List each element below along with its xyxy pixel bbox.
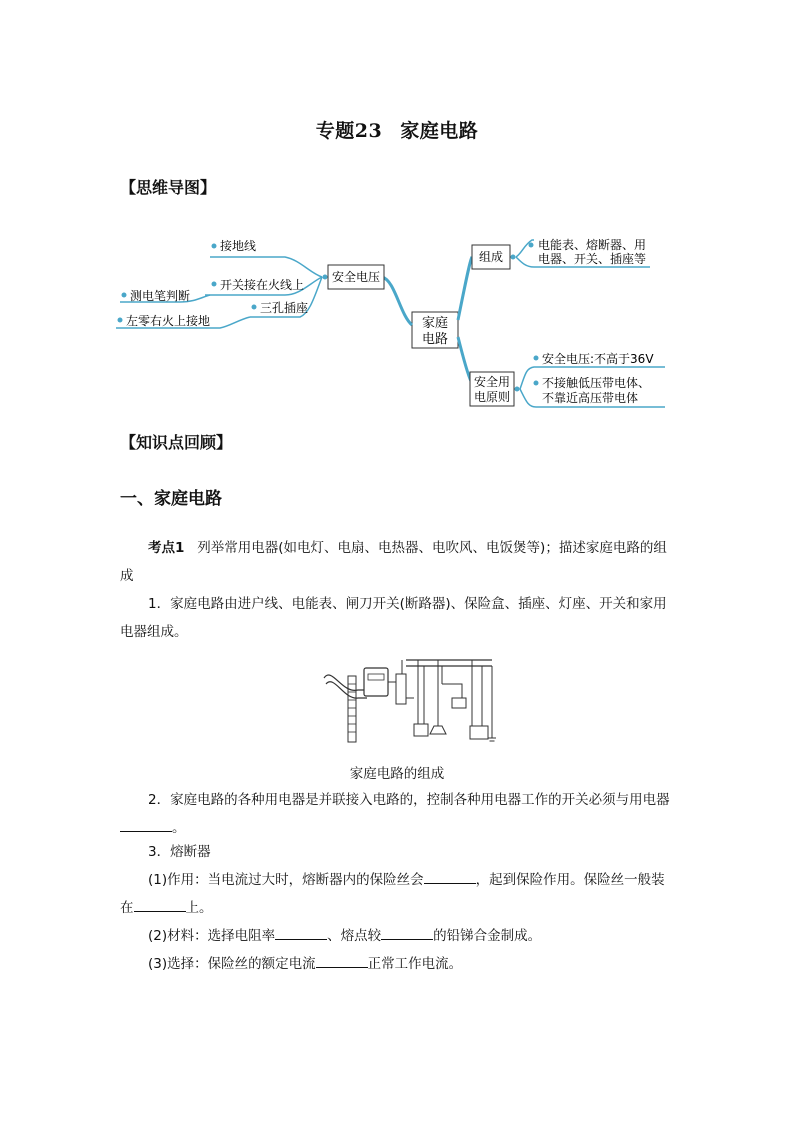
- right-bottom-leaf-1: 安全电压:不高于36V: [542, 352, 654, 366]
- paragraph-6-text-a: (3)选择：保险丝的额定电流: [148, 956, 316, 972]
- subleaf-dot-1: [122, 293, 127, 298]
- figure-incoming-wires: [324, 675, 367, 698]
- title-text: 家庭电路: [400, 120, 479, 142]
- left-leaf-3: 三孔插座: [260, 301, 309, 315]
- figure-meter-display: [368, 674, 384, 680]
- center-node-line2: 电路: [421, 332, 449, 347]
- branch-left: [382, 277, 412, 325]
- paragraph-2-end: 。: [172, 820, 186, 836]
- paragraph-2-text: 2．家庭电路的各种用电器是并联接入电路的，控制各种用电器工作的开关必须与用电器: [148, 792, 670, 808]
- figure-drop-wires: [418, 660, 482, 726]
- left-subleaf-1: 测电笔判断: [130, 289, 191, 303]
- leaf-dot-3: [252, 305, 257, 310]
- paragraph-6-text-b: 正常工作电流。: [367, 956, 463, 972]
- right-bottom-node-dot: [515, 387, 520, 392]
- mindmap-section-tag: 【思维导图】: [120, 178, 217, 197]
- left-node-label: 安全电压: [331, 270, 381, 284]
- right-bottom-leaf-dot-2: [534, 381, 539, 386]
- right-top-leaf-line2: 电器、开关、插座等: [538, 252, 647, 266]
- right-bottom-leaf-2b: 不靠近高压带电体: [542, 391, 639, 405]
- paragraph-3: 3．熔断器: [148, 844, 211, 860]
- subleaf-dot-2: [118, 318, 123, 323]
- leaf-dot-1: [212, 244, 217, 249]
- left-subleaf-2: 左零右火上接地: [126, 314, 211, 328]
- right-bottom-leaf-2a: 不接触低压带电体、: [542, 376, 651, 390]
- figure-socket-1: [414, 724, 428, 736]
- paragraph-4: [120, 866, 678, 922]
- paragraph-4-text-a: (1)作用：当电流过大时，熔断器内的保险丝会: [148, 872, 424, 888]
- review-section-tag: 【知识点回顾】: [120, 433, 233, 452]
- center-node-line1: 家庭: [421, 316, 449, 331]
- right-bottom-leaf-dot-1: [534, 356, 539, 361]
- title-number: 专题23: [315, 120, 383, 142]
- kp1-paragraph: [120, 534, 678, 590]
- answer-blank-1[interactable]: [120, 817, 172, 832]
- answer-blank-2[interactable]: [424, 869, 476, 884]
- right-bottom-node-line1: 安全用: [473, 375, 511, 389]
- left-leaf-2: 开关接在火线上: [220, 278, 305, 292]
- kp1-text: 列举常用电器(如电灯、电扇、电热器、电吹风、电饭煲等)；描述家庭电路的组成: [120, 540, 667, 584]
- right-top-leaf-dot: [529, 243, 534, 248]
- paragraph-5: [120, 922, 678, 950]
- answer-blank-3[interactable]: [134, 897, 186, 912]
- paragraph-4-text-c: 上。: [185, 900, 213, 916]
- paragraph-6: [120, 950, 678, 978]
- paragraph-2: [120, 786, 678, 842]
- left-node-dot: [323, 275, 328, 280]
- figure-lamp: [430, 726, 446, 734]
- kp1-label: 考点1: [148, 540, 185, 556]
- leaf-dot-2: [212, 282, 217, 287]
- figure-switch-wire: [442, 684, 462, 698]
- figure-three-hole-socket: [470, 726, 488, 739]
- paragraph-5-text-b: 、熔点较: [327, 928, 382, 944]
- answer-blank-4[interactable]: [275, 925, 327, 940]
- left-leaf-1: 接地线: [220, 239, 257, 253]
- branch-right-top: [458, 257, 472, 320]
- paragraph-5-text-a: (2)材料：选择电阻率: [148, 928, 276, 944]
- right-bottom-node-line2: 电原则: [473, 390, 511, 404]
- paragraph-1: 1．家庭电路由进户线、电能表、闸刀开关(断路器)、保险盒、插座、灯座、开关和家用电器组成。: [120, 596, 667, 640]
- page-title: [0, 116, 794, 143]
- right-top-node-dot: [511, 255, 516, 260]
- part1-heading: 一、家庭电路: [120, 489, 222, 509]
- paragraph-4-text-b: ，起到保险作用。保险丝一般装在: [120, 872, 665, 916]
- right-top-leaf-line1: 电能表、熔断器、用: [538, 238, 647, 252]
- figure-caption: 家庭电路的组成: [349, 766, 445, 782]
- household-circuit-figure: [322, 654, 502, 746]
- figure-switch-box: [452, 698, 466, 708]
- figure-switch: [396, 674, 406, 704]
- left-leaf-branch-1: [210, 257, 322, 277]
- paragraph-5-text-c: 的铅锑合金制成。: [433, 928, 542, 944]
- answer-blank-5[interactable]: [381, 925, 433, 940]
- answer-blank-6[interactable]: [316, 953, 368, 968]
- right-top-node-label: 组成: [478, 250, 504, 264]
- mind-map: [110, 225, 670, 415]
- figure-energy-meter: [364, 668, 388, 696]
